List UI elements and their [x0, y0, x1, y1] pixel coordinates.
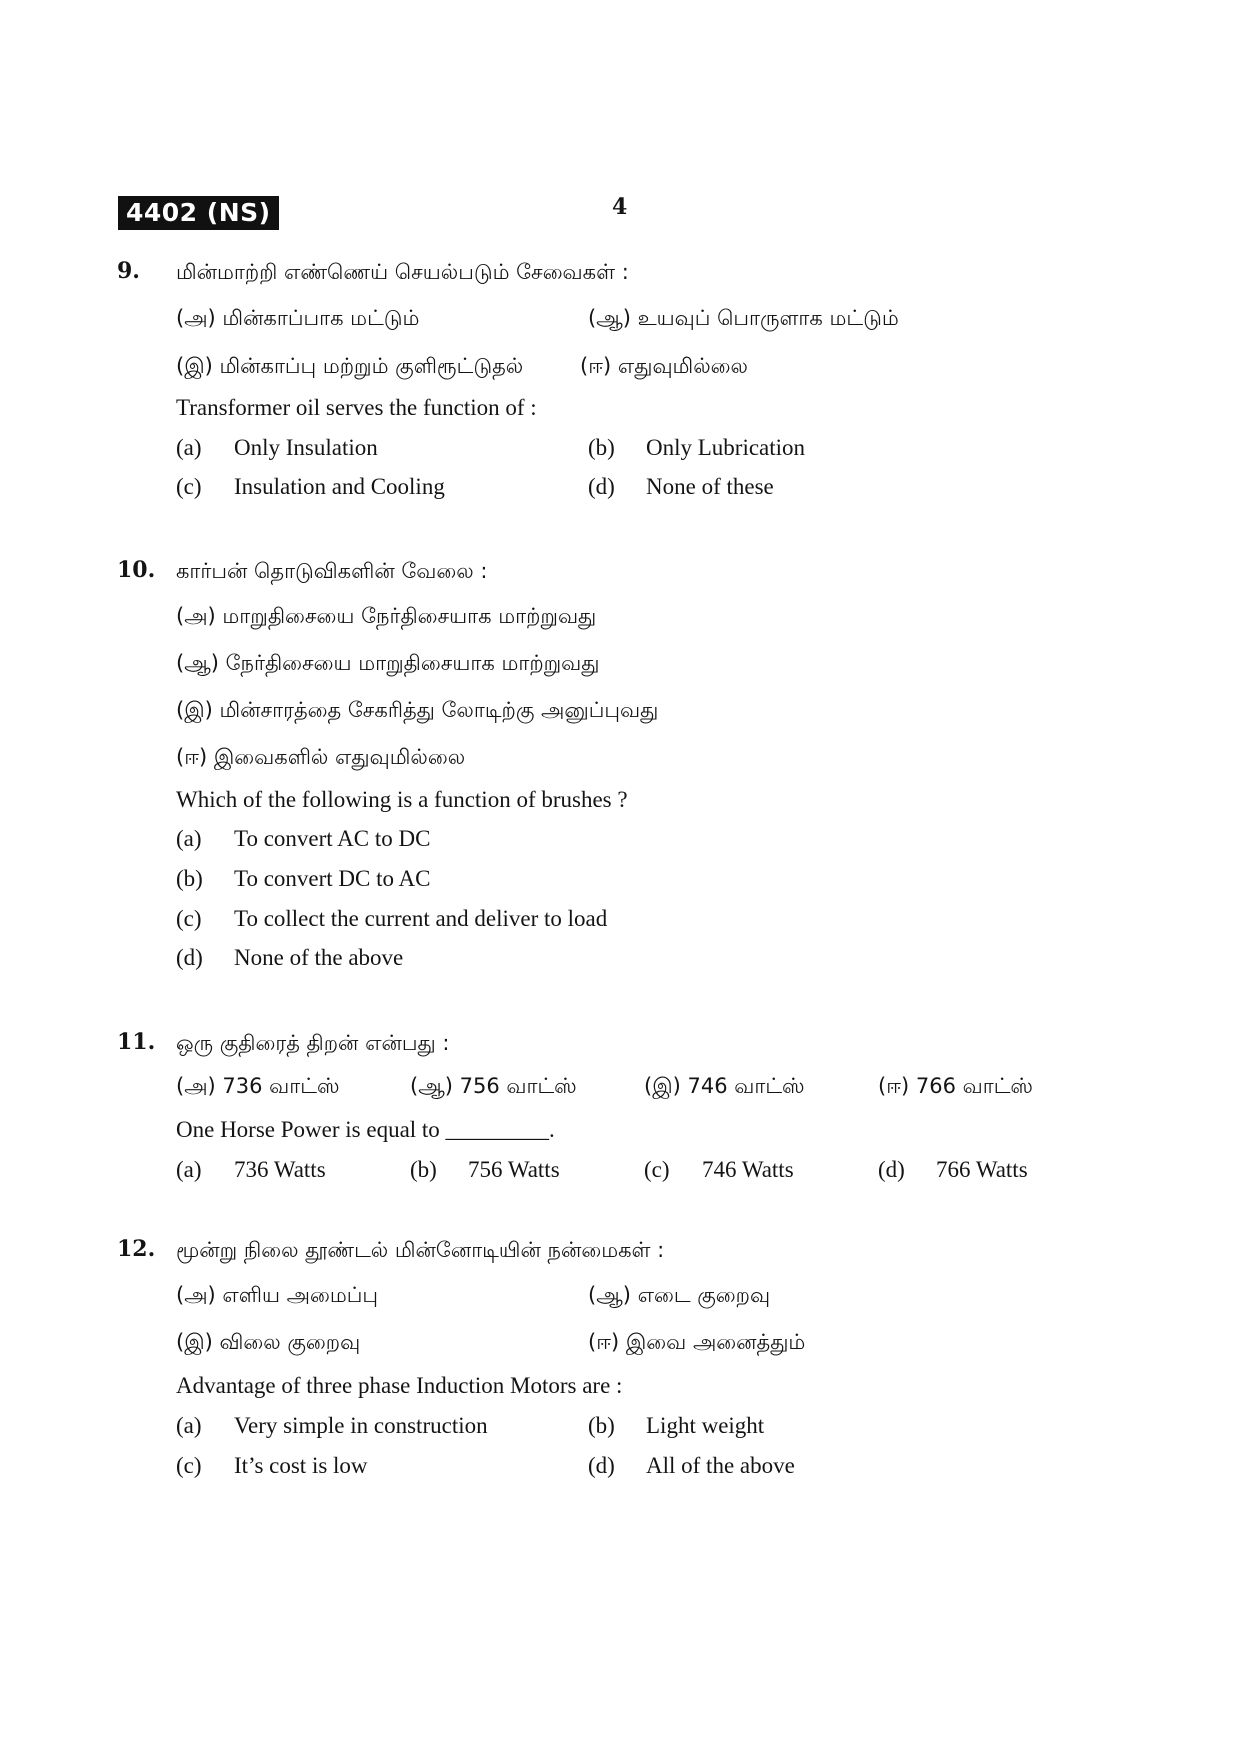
option-label: (d)	[176, 945, 203, 970]
option-text: Light weight	[646, 1413, 765, 1438]
option-label: (c)	[176, 474, 202, 499]
question-number: 12.	[117, 1236, 156, 1262]
tamil-option-a: (அ) மாறுதிசையை நேர்திசையாக மாற்றுவது	[176, 604, 597, 628]
option-label: (a)	[176, 1413, 202, 1438]
option-label: (b)	[588, 1413, 615, 1438]
option-text: 766 Watts	[936, 1157, 1028, 1182]
option-text: To convert DC to AC	[234, 866, 431, 891]
option-label: (d)	[878, 1157, 905, 1182]
option-text: It’s cost is low	[234, 1453, 368, 1478]
option-label: (a)	[176, 435, 202, 460]
option-text: To convert AC to DC	[234, 826, 431, 851]
tamil-question: கார்பன் தொடுவிகளின் வேலை :	[176, 559, 488, 583]
option-text: All of the above	[646, 1453, 795, 1478]
tamil-question: மின்மாற்றி எண்ணெய் செயல்படும் சேவைகள் :	[176, 260, 629, 284]
tamil-question: மூன்று நிலை தூண்டல் மின்னோடியின் நன்மைகள் :	[176, 1238, 665, 1262]
paper-code-badge: 4402 (NS)	[118, 196, 279, 230]
tamil-option-c: (இ) 746 வாட்ஸ்	[644, 1074, 805, 1098]
english-question: Which of the following is a function of brushes ?	[176, 787, 628, 812]
tamil-option-b: (ஆ) 756 வாட்ஸ்	[410, 1074, 577, 1098]
english-question: One Horse Power is equal to _________.	[176, 1117, 555, 1142]
tamil-option-d: (ஈ) 766 வாட்ஸ்	[878, 1074, 1033, 1098]
page-number: 4	[612, 194, 628, 220]
option-label: (b)	[410, 1157, 437, 1182]
option-label: (a)	[176, 826, 202, 851]
option-label: (c)	[644, 1157, 670, 1182]
tamil-option-a: (அ) மின்காப்பாக மட்டும்	[176, 306, 420, 330]
option-text: Only Lubrication	[646, 435, 806, 460]
tamil-option-a: (அ) எளிய அமைப்பு	[176, 1283, 379, 1307]
option-label: (c)	[176, 906, 202, 931]
option-text: Very simple in construction	[234, 1413, 488, 1438]
option-text: Only Insulation	[234, 435, 378, 460]
question-number: 9.	[117, 258, 140, 284]
tamil-option-a: (அ) 736 வாட்ஸ்	[176, 1074, 340, 1098]
tamil-option-c: (இ) மின்சாரத்தை சேகரித்து லோடிற்கு அனுப்புவது	[176, 698, 659, 722]
option-label: (c)	[176, 1453, 202, 1478]
option-text: 736 Watts	[234, 1157, 326, 1182]
option-text: To collect the current and deliver to load	[234, 906, 608, 931]
tamil-option-c: (இ) விலை குறைவு	[176, 1330, 361, 1354]
option-text: None of these	[646, 474, 774, 499]
tamil-option-b: (ஆ) உயவுப் பொருளாக மட்டும்	[588, 306, 899, 330]
tamil-option-c: (இ) மின்காப்பு மற்றும் குளிரூட்டுதல்	[176, 354, 524, 378]
question-number: 11.	[117, 1029, 156, 1055]
tamil-question: ஒரு குதிரைத் திறன் என்பது :	[176, 1031, 450, 1055]
tamil-option-d: (ஈ) எதுவுமில்லை	[580, 354, 748, 378]
english-question: Advantage of three phase Induction Motors are :	[176, 1373, 623, 1398]
option-label: (d)	[588, 1453, 615, 1478]
option-text: 746 Watts	[702, 1157, 794, 1182]
option-text: Insulation and Cooling	[234, 474, 445, 499]
tamil-option-d: (ஈ) இவைகளில் எதுவுமில்லை	[176, 745, 466, 769]
option-label: (a)	[176, 1157, 202, 1182]
option-text: 756 Watts	[468, 1157, 560, 1182]
option-label: (b)	[588, 435, 615, 460]
question-number: 10.	[117, 557, 156, 583]
option-label: (b)	[176, 866, 203, 891]
tamil-option-d: (ஈ) இவை அனைத்தும்	[588, 1330, 806, 1354]
option-label: (d)	[588, 474, 615, 499]
tamil-option-b: (ஆ) நேர்திசையை மாறுதிசையாக மாற்றுவது	[176, 651, 600, 675]
option-text: None of the above	[234, 945, 404, 970]
tamil-option-b: (ஆ) எடை குறைவு	[588, 1283, 771, 1307]
english-question: Transformer oil serves the function of :	[176, 395, 537, 420]
